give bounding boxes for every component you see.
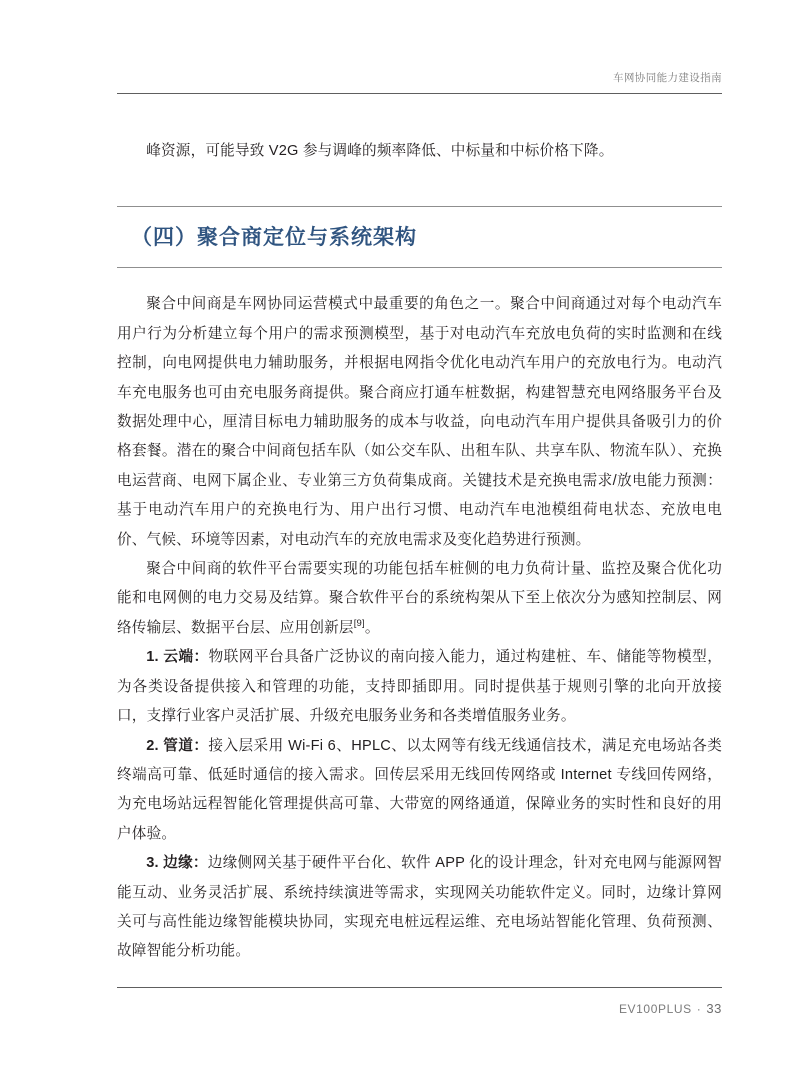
- list-item-number: 1.: [146, 649, 159, 666]
- list-item-number: 3.: [146, 855, 159, 872]
- section-heading-block: [117, 206, 722, 268]
- paragraph-software-platform: [117, 555, 722, 643]
- reference-marker: [9]: [353, 618, 365, 630]
- footer-separator: ·: [696, 1002, 702, 1016]
- paragraph-text-after-ref: 。: [364, 619, 380, 636]
- list-item-cloud: [117, 643, 722, 731]
- footer-divider: [117, 987, 722, 988]
- lead-paragraph: 峰资源，可能导致 V2G 参与调峰的频率降低、中标量和中标价格下降。: [146, 143, 614, 159]
- list-item-text: 接入层采用 Wi-Fi 6、HPLC、以太网等有线无线通信技术，满足充电场站各类终端高可靠、低延时通信的接入需求。回传层采用无线回传网络或 Internet 专线回传网络，为充电场站远程智能化管理提供高可靠、大带宽的网络通道，保障业务的实时性和良好的用户体验。: [117, 737, 722, 842]
- header-title: 车网协同能力建设指南: [613, 72, 722, 84]
- paragraph-text-before-ref: 聚合中间商的软件平台需要实现的功能包括车桩侧的电力负荷计量、监控及聚合优化功能和电网侧的电力交易及结算。聚合软件平台的系统构架从下至上依次分为感知控制层、网络传输层、数据平台层、应用创新层: [117, 561, 722, 636]
- page-footer: [117, 1000, 722, 1018]
- section-rule-bottom: [117, 267, 722, 268]
- list-item-text: 物联网平台具备广泛协议的南向接入能力，通过构建桩、车、储能等物模型，为各类设备提供接入和管理的功能，支持即插即用。同时提供基于规则引擎的北向开放接口，支撑行业客户灵活扩展、升级充电服务业务和各类增值服务业务。: [117, 649, 722, 725]
- page-header: [117, 68, 722, 86]
- list-item-term: 管道：: [163, 737, 209, 754]
- body-block: [117, 290, 722, 966]
- list-item-term: 云端：: [163, 649, 209, 666]
- list-item-pipe: [117, 732, 722, 850]
- section-title: （四）聚合商定位与系统架构: [131, 226, 417, 250]
- page-number: 33: [706, 1001, 722, 1016]
- list-item-edge: [117, 849, 722, 967]
- list-item-number: 2.: [146, 737, 159, 754]
- footer-brand: EV100PLUS: [618, 1002, 692, 1016]
- page-content: [117, 128, 722, 967]
- list-item-term: 边缘：: [163, 855, 208, 872]
- header-divider: [117, 93, 722, 94]
- list-item-text: 边缘侧网关基于硬件平台化、软件 APP 化的设计理念，针对充电网与能源网智能互动、业务灵活扩展、系统持续演进等需求，实现网关功能软件定义。同时，边缘计算网关可与高性能边缘智能模块协同，实现充电桩远程运维、充电场站智能化管理、负荷预测、故障智能分析功能。: [117, 855, 722, 960]
- paragraph-aggregator-overview: 聚合中间商是车网协同运营模式中最重要的角色之一。聚合中间商通过对每个电动汽车用户行为分析建立每个用户的需求预测模型，基于对电动汽车充放电负荷的实时监测和在线控制，向电网提供电力辅助服务，并根据电网指令优化电动汽车用户的充放电行为。电动汽车充电服务也可由充电服务商提供。聚合商应打通车桩数据，构建智慧充电网络服务平台及数据处理中心，厘清目标电力辅助服务的成本与收益，向电动汽车用户提供具备吸引力的价格套餐。潜在的聚合中间商包括车队（如公交车队、出租车队、共享车队、物流车队）、充换电运营商、电网下属企业、专业第三方负荷集成商。关键技术是充换电需求/放电能力预测：基于电动汽车用户的充换电行为、用户出行习惯、电动汽车电池模组荷电状态、充放电电价、气候、环境等因素，对电动汽车的充放电需求及变化趋势进行预测。: [117, 296, 722, 548]
